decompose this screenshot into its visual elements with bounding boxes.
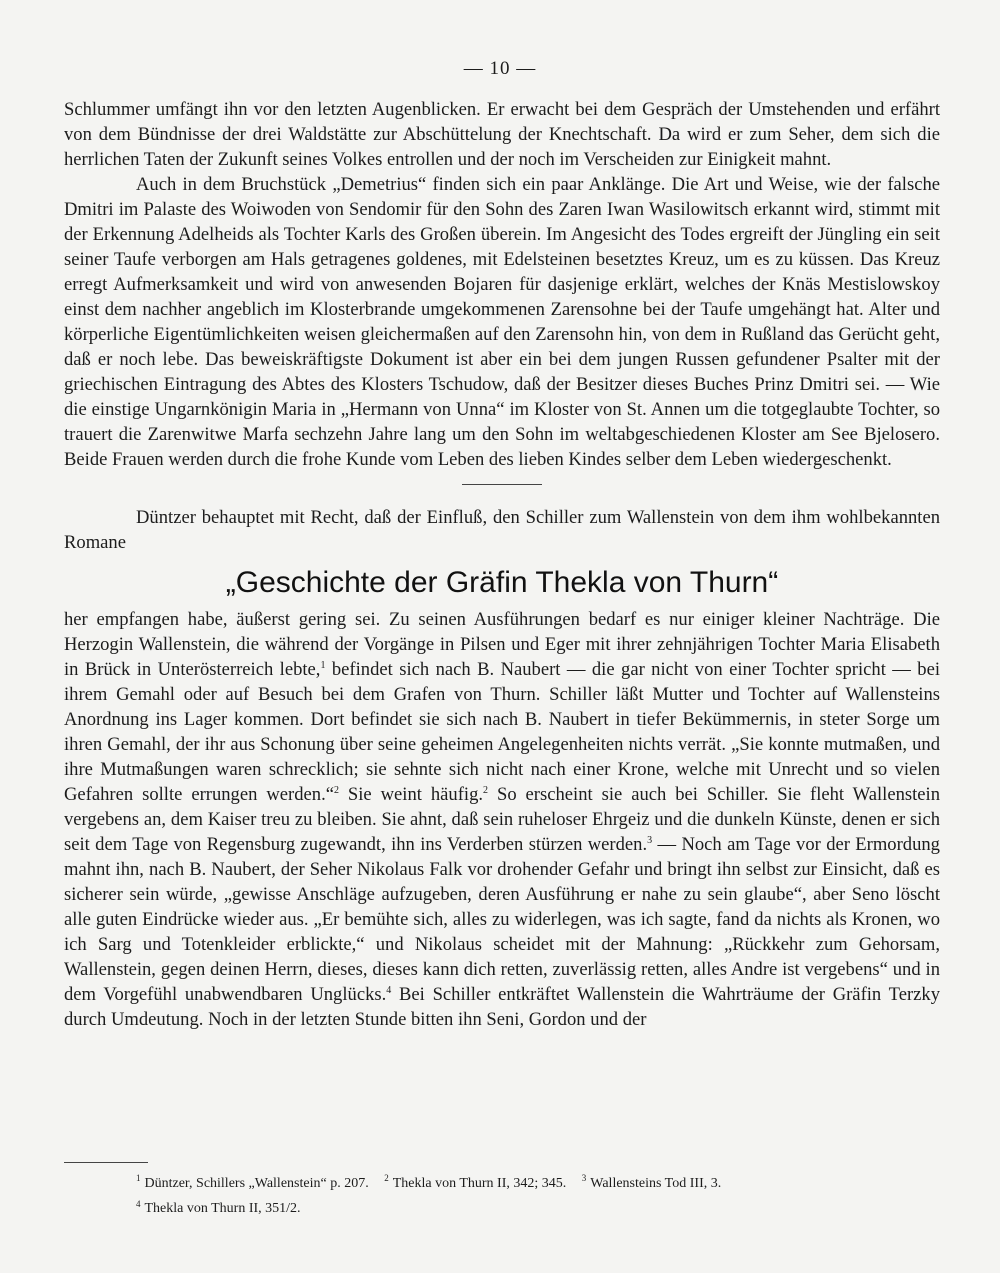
footnote-3 xyxy=(581,1173,722,1191)
paragraph-tell-continuation: Schlummer umfängt ihn vor den letzten Augenblicken. Er erwacht bei dem Gespräch der Umstehenden und erfährt von dem Bündnisse der drei Waldstätte zur Abschüttelung der Knechtschaft. Da wird er zum Seher, dem sich die herrlichen Taten der Zukunft seines Volkes entrollen und der noch im Verscheiden zur Einigkeit mahnt. xyxy=(64,99,940,170)
footnote-ref: 2 xyxy=(483,784,489,796)
footnote-text: Wallensteins Tod III, 3. xyxy=(590,1175,722,1191)
body-text xyxy=(64,97,940,1032)
footnote-divider xyxy=(64,1162,148,1163)
section-divider xyxy=(462,484,542,485)
footnote-line xyxy=(64,1194,940,1220)
footnote-ref: 2 xyxy=(333,784,339,796)
footnote-number: 1 xyxy=(136,1173,141,1183)
footnote-4 xyxy=(136,1198,301,1217)
page-number: — 10 — xyxy=(463,58,537,79)
text-segment: befindet sich nach B. Naubert — die gar nicht von einer Tochter spricht — bei ihrem Gemahl oder auf Besuch bei dem Grafen von Thurn. Schiller läßt Mutter und Tochter auf Wallensteins Anordnung ins Lager kommen. Dort befindet sie sich nach B. Naubert in tiefer Bekümmernis, in steter Sorge um ihren Gemahl, der ihr aus Schonung über seine geheimen Angelegenheiten nichts verrät. „Sie konnte mutmaßen, und ihre Mutmaßungen waren schrecklich; sie sehnte sich nicht nach einer Krone, welche mit Unrecht und so vielen Gefahren sollte errungen werden.“ xyxy=(64,659,940,805)
paragraph-demetrius: Auch in dem Bruchstück „Demetrius“ finden sich ein paar Anklänge. Die Art und Weise, wie der falsche Dmitri im Palaste des Woiwoden von Sendomir für den Sohn des Zaren Iwan Wasilowitsch erkannt wird, stimmt mit der Erkennung Adelheids als Tochter Karls des Großen überein. Im Angesicht des Todes ergreift der Jüngling ein seit seiner Taufe verborgen am Hals getragenes goldenes, mit Edelsteinen besetztes Kreuz, um es zu küssen. Das Kreuz erregt Aufmerksamkeit und wird von anwesenden Bojaren für dasjenige erklärt, welches der Knäs Mestislowskoy einst dem nachher angeblich im Klosterbrande umgekommenen Zarensohne bei der Taufe umgehängt hat. Alter und körperliche Eigentümlichkeiten weisen gleichermaßen auf den Zarensohn hin, von dem in Rußland das Gerücht geht, daß er noch lebe. Das beweiskräftigste Dokument ist aber ein bei dem jungen Russen gefundener Psalter mit der griechischen Eintragung des Abtes des Klosters Tschudow, daß der Besitzer dieses Buches Prinz Dmitri sei. — Wie die einstige Ungarnkönigin Maria in „Hermann von Unna“ im Kloster von St. Annen um die totgeglaubte Tochter, so trauert die Zarenwitwe Marfa sechzehn Jahre lang um den Sohn im weltabgeschiedenen Kloster am See Bjelosero. Beide Frauen werden durch die frohe Kunde vom Leben des lieben Kindes selber dem Leben wiedergeschenkt. xyxy=(64,174,940,470)
footnote-ref: 1 xyxy=(320,659,326,671)
footnote-number: 4 xyxy=(136,1198,141,1209)
text-segment: Sie weint häufig. xyxy=(338,784,484,805)
footnote-ref: 3 xyxy=(647,834,653,846)
text-segment: So erscheint sie auch bei Schiller. Sie fleht Wallenstein vergebens an, dem Kaiser treu zu bleiben. Sie ahnt, daß sein ruheloser Ehrgeiz und die dunkeln Künste, denen er sich seit dem Tage von Regensburg zugewandt, ihn ins Verderben stürzen werden. xyxy=(64,784,940,855)
novel-title: „Geschichte der Gräfin Thekla von Thurn“ xyxy=(225,566,779,599)
paragraph-wallenstein xyxy=(64,607,940,1032)
text-segment: — Noch am Tage vor der Ermordung mahnt ihn, nach B. Naubert, der Seher Nikolaus Falk vor drohender Gefahr und bringt ihn selbst zur Einsicht, daß es sicherer sein würde, „gewisse Anschläge aufzugeben, deren Ausführung er nahe zu sein glaube“, aber Seno löscht alle guten Eindrücke wieder aus. „Er bemühte sich, alles zu widerlegen, was ich sagte, fand da nichts als Kronen, wo ich Sarg und Totenkleider erblickte,“ und Nikolaus scheidet mit der Mahnung: „Rückkehr zum Gehorsam, Wallenstein, gegen deinen Herrn, dieses, dieses kann dich retten, zuverlässig retten, alles Andre ist vergebens“ und in dem Vorgefühl unabwendbaren Unglücks. xyxy=(64,834,940,1005)
footnote-number: 3 xyxy=(581,1173,587,1183)
footnote-line xyxy=(64,1168,940,1194)
paragraph-duentzer-intro: Düntzer behauptet mit Recht, daß der Einfluß, den Schiller zum Wallenstein von dem ihm wohlbekannten Romane xyxy=(64,507,940,553)
footnote-2 xyxy=(384,1173,567,1191)
footnote-text: Thekla von Thurn II, 342; 345. xyxy=(392,1175,567,1191)
footnote-ref: 4 xyxy=(386,984,392,996)
footnote-1 xyxy=(136,1173,369,1191)
text-segment: her empfangen habe, äußerst gering sei. Zu seinen Ausführungen bedarf es nur einiger kleiner Nachträge. Die Herzogin Wallenstein, die während der Vorgänge in Pilsen und Eger mit ihrer zehnjährigen Tochter Maria Elisabeth in Brück in Unterösterreich lebte, xyxy=(64,609,940,680)
footnotes xyxy=(64,1168,940,1219)
footnote-number: 2 xyxy=(384,1173,389,1183)
footnote-text: Thekla von Thurn II, 351/2. xyxy=(144,1201,301,1217)
footnote-text: Düntzer, Schillers „Wallenstein“ p. 207. xyxy=(144,1175,369,1191)
text-segment: Bei Schiller entkräftet Wallenstein die Wahrträume der Gräfin Terzky durch Umdeutung. Noch in der letzten Stunde bitten ihn Seni, Gordon und der xyxy=(64,984,940,1030)
